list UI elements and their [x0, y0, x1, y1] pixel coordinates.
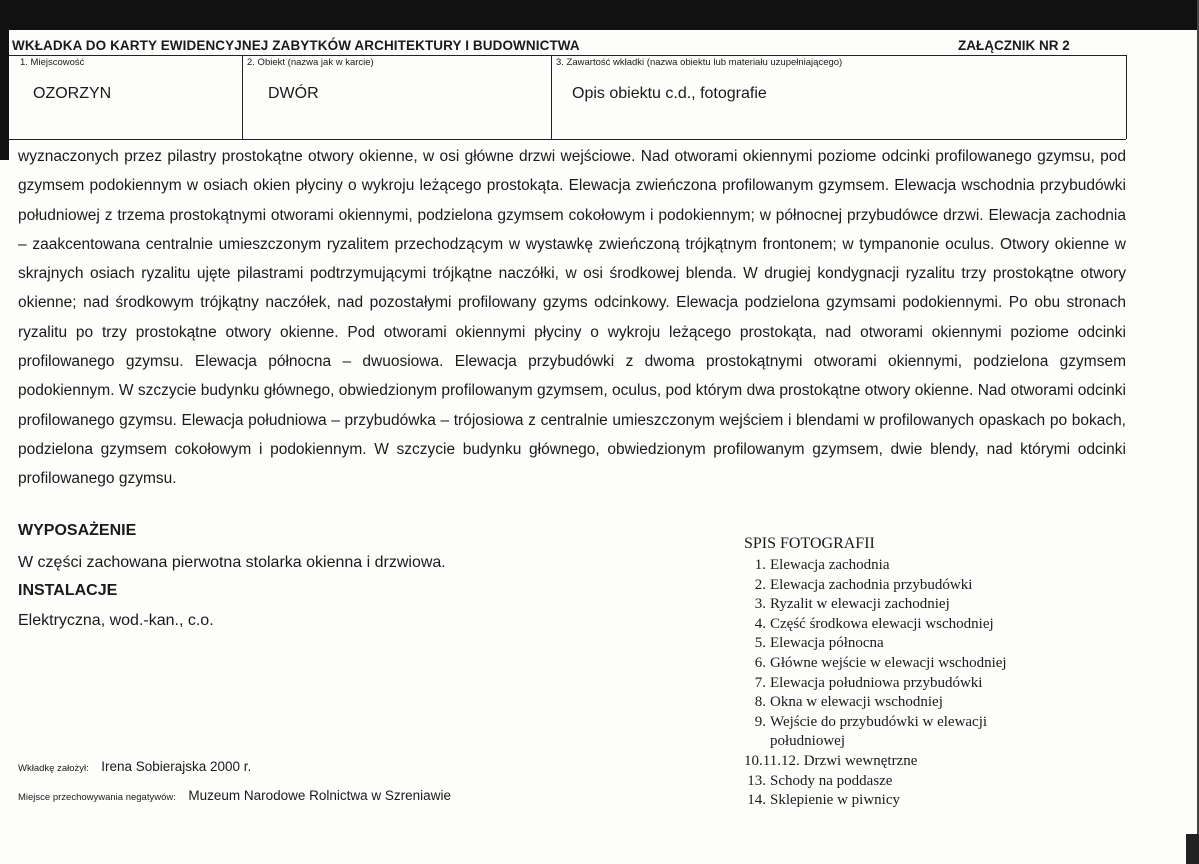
photo-item [744, 595, 1038, 615]
cell-divider-right [1126, 55, 1127, 139]
scan-corner-bottom-right [1186, 834, 1199, 864]
photo-item [744, 713, 1038, 752]
photo-item-number: 1. [754, 557, 766, 573]
photo-item [744, 752, 1038, 772]
photo-item-caption: Wejście do przybudówki w elewacji południowej [770, 713, 988, 750]
photo-item-number: 5. [754, 635, 766, 652]
storage-line [18, 787, 451, 805]
photo-list-title: SPIS FOTOGRAFII [744, 535, 875, 552]
storage-value: Muzeum Narodowe Rolnictwa w Szreniawie [188, 788, 451, 803]
photo-item [744, 693, 1038, 713]
photo-item [744, 576, 1038, 596]
photo-item [744, 634, 1038, 654]
photo-item-caption: Elewacja południowa przybudówki [770, 674, 983, 691]
photo-item-caption: Sklepienie w piwnicy [770, 792, 900, 809]
photo-item [744, 615, 1038, 635]
author-label: Wkładkę założył: [18, 763, 89, 774]
photo-item [744, 772, 1038, 792]
photo-item [744, 556, 1038, 576]
photo-item [744, 791, 1038, 811]
description-text: wyznaczonych przez pilastry prostokątne otwory okienne, w osi główne drzwi wejściowe. Nad otworami okiennymi poziome odcinki profilowanego gzymsu, pod gzymsem podokiennym w osiach okien płyciny o wykroju leżącego prostokąta. Elewacja zwieńczona profilowanym gzymsem. Elewacja wschodnia przybudówki południowej z trzema prostokątnymi otworami okiennymi, podzielona gzymsem cokołowym i podokiennym; w północnej przybudówce drzwi. Elewacja zachodnia – zaakcentowana centralnie umieszczonym ryzalitem przechodzącym w wystawkę zwieńczoną trójkątnym frontonem; w tympanonie oculus. Otwory okienne w skrajnych osiach ryzalitu ujęte pilastrami podtrzymującymi trójkątne naczółki, w osi środkowej blenda. W drugiej kondygnacji ryzalitu trzy prostokątne otwory okienne; nad środkowym trójkątny naczółek, nad pozostałymi profilowany gzyms odcinkowy. Elewacja podzielona gzymsami podokiennymi. Po obu stronach ryzalitu po trzy prostokątne otwory okienne. Pod otworami okiennymi płyciny o wykroju leżącego prostokąta, nad otworami okiennymi poziome odcinki profilowanego gzymsu. Elewacja północna – dwuosiowa. Elewacja przybudówki z dwoma prostokątnymi otworami okiennymi, podzielona gzymsem podokiennym. W szczycie budynku głównego, obwiedzionym profilowanym gzymsem, oculus, pod którym dwa prostokątne otwory okienne. Nad otworami odcinki profilowanego gzymsu. Elewacja południowa – przybudówka – trójosiowa z centralnie umieszczonym wejściem i blendami w profilowanych opaskach po bokach, podzielona gzymsem cokołowym i podokiennym. W szczycie budynku głównego, obwiedzionym profilowanym gzymsem, dwie blendy, nad którymi odcinki profilowanego gzymsu. [18, 148, 1126, 488]
installations-heading: INSTALACJE [18, 582, 118, 599]
photo-item-caption: Okna w elewacji wschodniej [770, 694, 943, 711]
photo-list [744, 535, 1038, 811]
photo-item-number: 13. [747, 772, 766, 789]
header-top-rule [9, 55, 1126, 56]
photo-item-caption: Ryzalit w elewacji zachodniej [770, 596, 950, 613]
photo-item-number: 9. [754, 713, 766, 730]
storage-label: Miejsce przechowywania negatywów: [18, 792, 176, 803]
photo-item-caption: Schody na poddasze [770, 772, 893, 789]
equipment-heading: WYPOSAŻENIE [18, 522, 137, 539]
field-object-value: DWÓR [268, 85, 319, 102]
field-locality-label: 1. Miejscowość [20, 57, 85, 68]
photo-item-number: 10.11.12. [744, 752, 800, 769]
photo-item-number: 4. [754, 615, 766, 632]
photo-item-caption: Elewacja północna [770, 635, 884, 652]
photo-item-caption: Główne wejście w elewacji wschodniej [770, 654, 1007, 671]
field-object-label: 2. Obiekt (nazwa jak w karcie) [247, 57, 374, 68]
photo-item [744, 674, 1038, 694]
photo-item-number: 7. [754, 674, 766, 691]
field-contents-label: 3. Zawartość wkładki (nazwa obiektu lub materiału uzupełniającego) [556, 57, 843, 68]
photo-items [744, 556, 1038, 811]
field-contents-value: Opis obiektu c.d., fotografie [572, 85, 767, 102]
header-bottom-rule [9, 139, 1126, 140]
photo-item-caption: Elewacja zachodnia [770, 557, 890, 573]
photo-item-caption: Drzwi wewnętrzne [803, 752, 918, 769]
scan-border-left [0, 0, 9, 160]
photo-item-number: 2. [754, 576, 766, 593]
photo-item-number: 14. [747, 792, 766, 809]
document-title: WKŁADKA DO KARTY EWIDENCYJNEJ ZABYTKÓW ARCHITEKTURY I BUDOWNICTWA [12, 38, 580, 53]
photo-item-number: 3. [754, 596, 766, 613]
author-line [18, 758, 251, 776]
installations-text: Elektryczna, wod.-kan., c.o. [18, 612, 214, 629]
equipment-text: W części zachowana pierwotna stolarka okienna i drzwiowa. [18, 554, 446, 571]
scan-border-top [0, 0, 1199, 30]
cell-divider-1 [242, 55, 243, 139]
author-value: Irena Sobierajska 2000 r. [101, 759, 252, 774]
photo-item-number: 8. [754, 694, 766, 711]
attachment-label: ZAŁĄCZNIK NR 2 [958, 38, 1070, 53]
cell-divider-2 [551, 55, 552, 139]
photo-item-caption: Część środkowa elewacji wschodniej [770, 615, 994, 632]
field-locality-value: OZORZYN [33, 85, 112, 102]
photo-item [744, 654, 1038, 674]
photo-item-caption: Elewacja zachodnia przybudówki [770, 576, 973, 593]
photo-item-number: 6. [754, 654, 766, 671]
